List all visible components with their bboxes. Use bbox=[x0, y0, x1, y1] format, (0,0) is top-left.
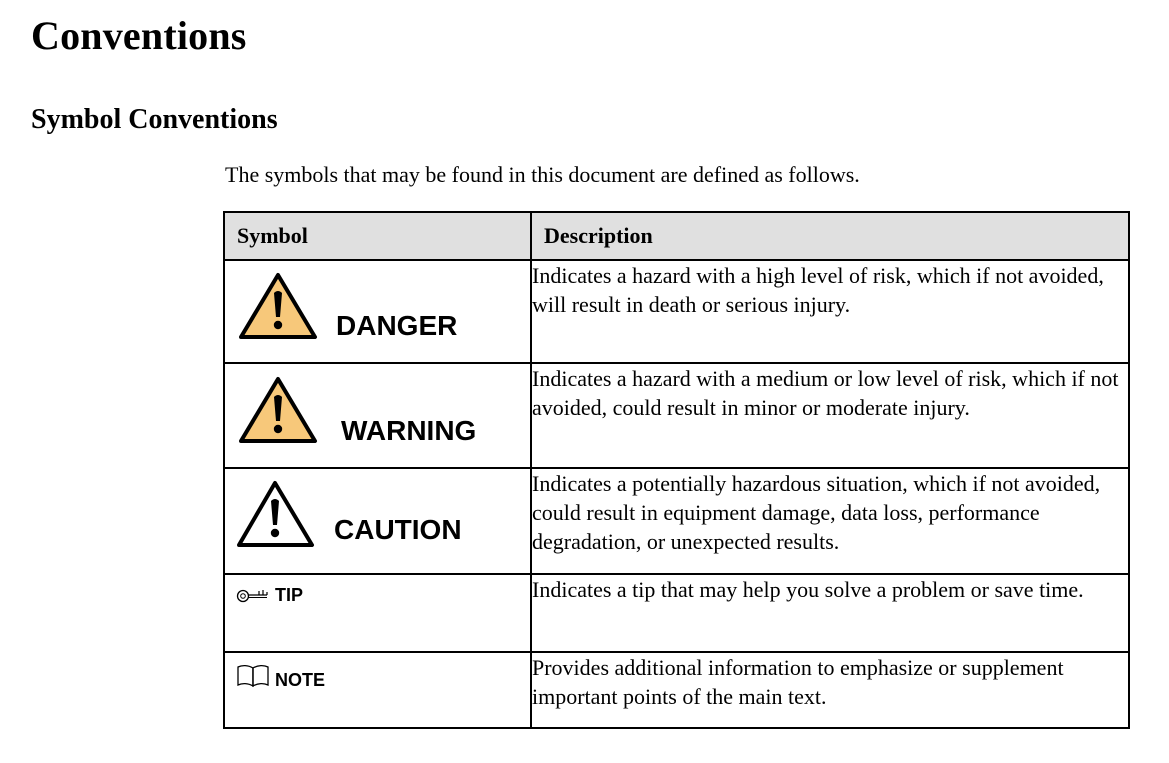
table-row-danger bbox=[224, 260, 1129, 363]
symbol-conventions-table bbox=[223, 211, 1130, 729]
description-note: Provides additional information to emphasize or supplement important points of the main text. bbox=[531, 652, 1129, 728]
description-warning: Indicates a hazard with a medium or low level of risk, which if not avoided, could result in minor or moderate injury. bbox=[531, 363, 1129, 468]
table-row-note bbox=[224, 652, 1129, 728]
symbol-cell-tip bbox=[224, 574, 531, 652]
symbol-cell-warning bbox=[224, 363, 531, 468]
symbol-label-warning: WARNING bbox=[341, 415, 477, 446]
warning-triangle-icon bbox=[237, 271, 319, 341]
symbol-label-note: NOTE bbox=[275, 670, 326, 690]
table-row-caution bbox=[224, 468, 1129, 574]
caution-triangle-icon bbox=[236, 479, 318, 549]
table-row-warning bbox=[224, 363, 1129, 468]
table-header-row bbox=[224, 212, 1129, 260]
page-title: Conventions bbox=[31, 13, 247, 58]
header-symbol: Symbol bbox=[224, 212, 531, 260]
intro-text: The symbols that may be found in this document are defined as follows. bbox=[225, 162, 860, 187]
description-caution: Indicates a potentially hazardous situation, which if not avoided, could result in equipment damage, data loss, performance degradation, or unexpected results. bbox=[531, 468, 1129, 574]
symbol-cell-caution bbox=[224, 468, 531, 574]
symbol-cell-danger bbox=[224, 260, 531, 363]
symbol-label-caution: CAUTION bbox=[334, 514, 462, 545]
symbol-label-tip: TIP bbox=[275, 585, 304, 605]
key-icon bbox=[236, 587, 270, 605]
description-danger: Indicates a hazard with a high level of risk, which if not avoided, will result in death or serious injury. bbox=[531, 260, 1129, 363]
table-row-tip bbox=[224, 574, 1129, 652]
section-title: Symbol Conventions bbox=[31, 104, 278, 135]
symbol-label-danger: DANGER bbox=[336, 310, 458, 341]
header-description: Description bbox=[531, 212, 1129, 260]
symbol-cell-note bbox=[224, 652, 531, 728]
description-tip: Indicates a tip that may help you solve a problem or save time. bbox=[531, 574, 1129, 652]
book-icon bbox=[236, 663, 270, 689]
warning-triangle-icon bbox=[237, 375, 319, 445]
